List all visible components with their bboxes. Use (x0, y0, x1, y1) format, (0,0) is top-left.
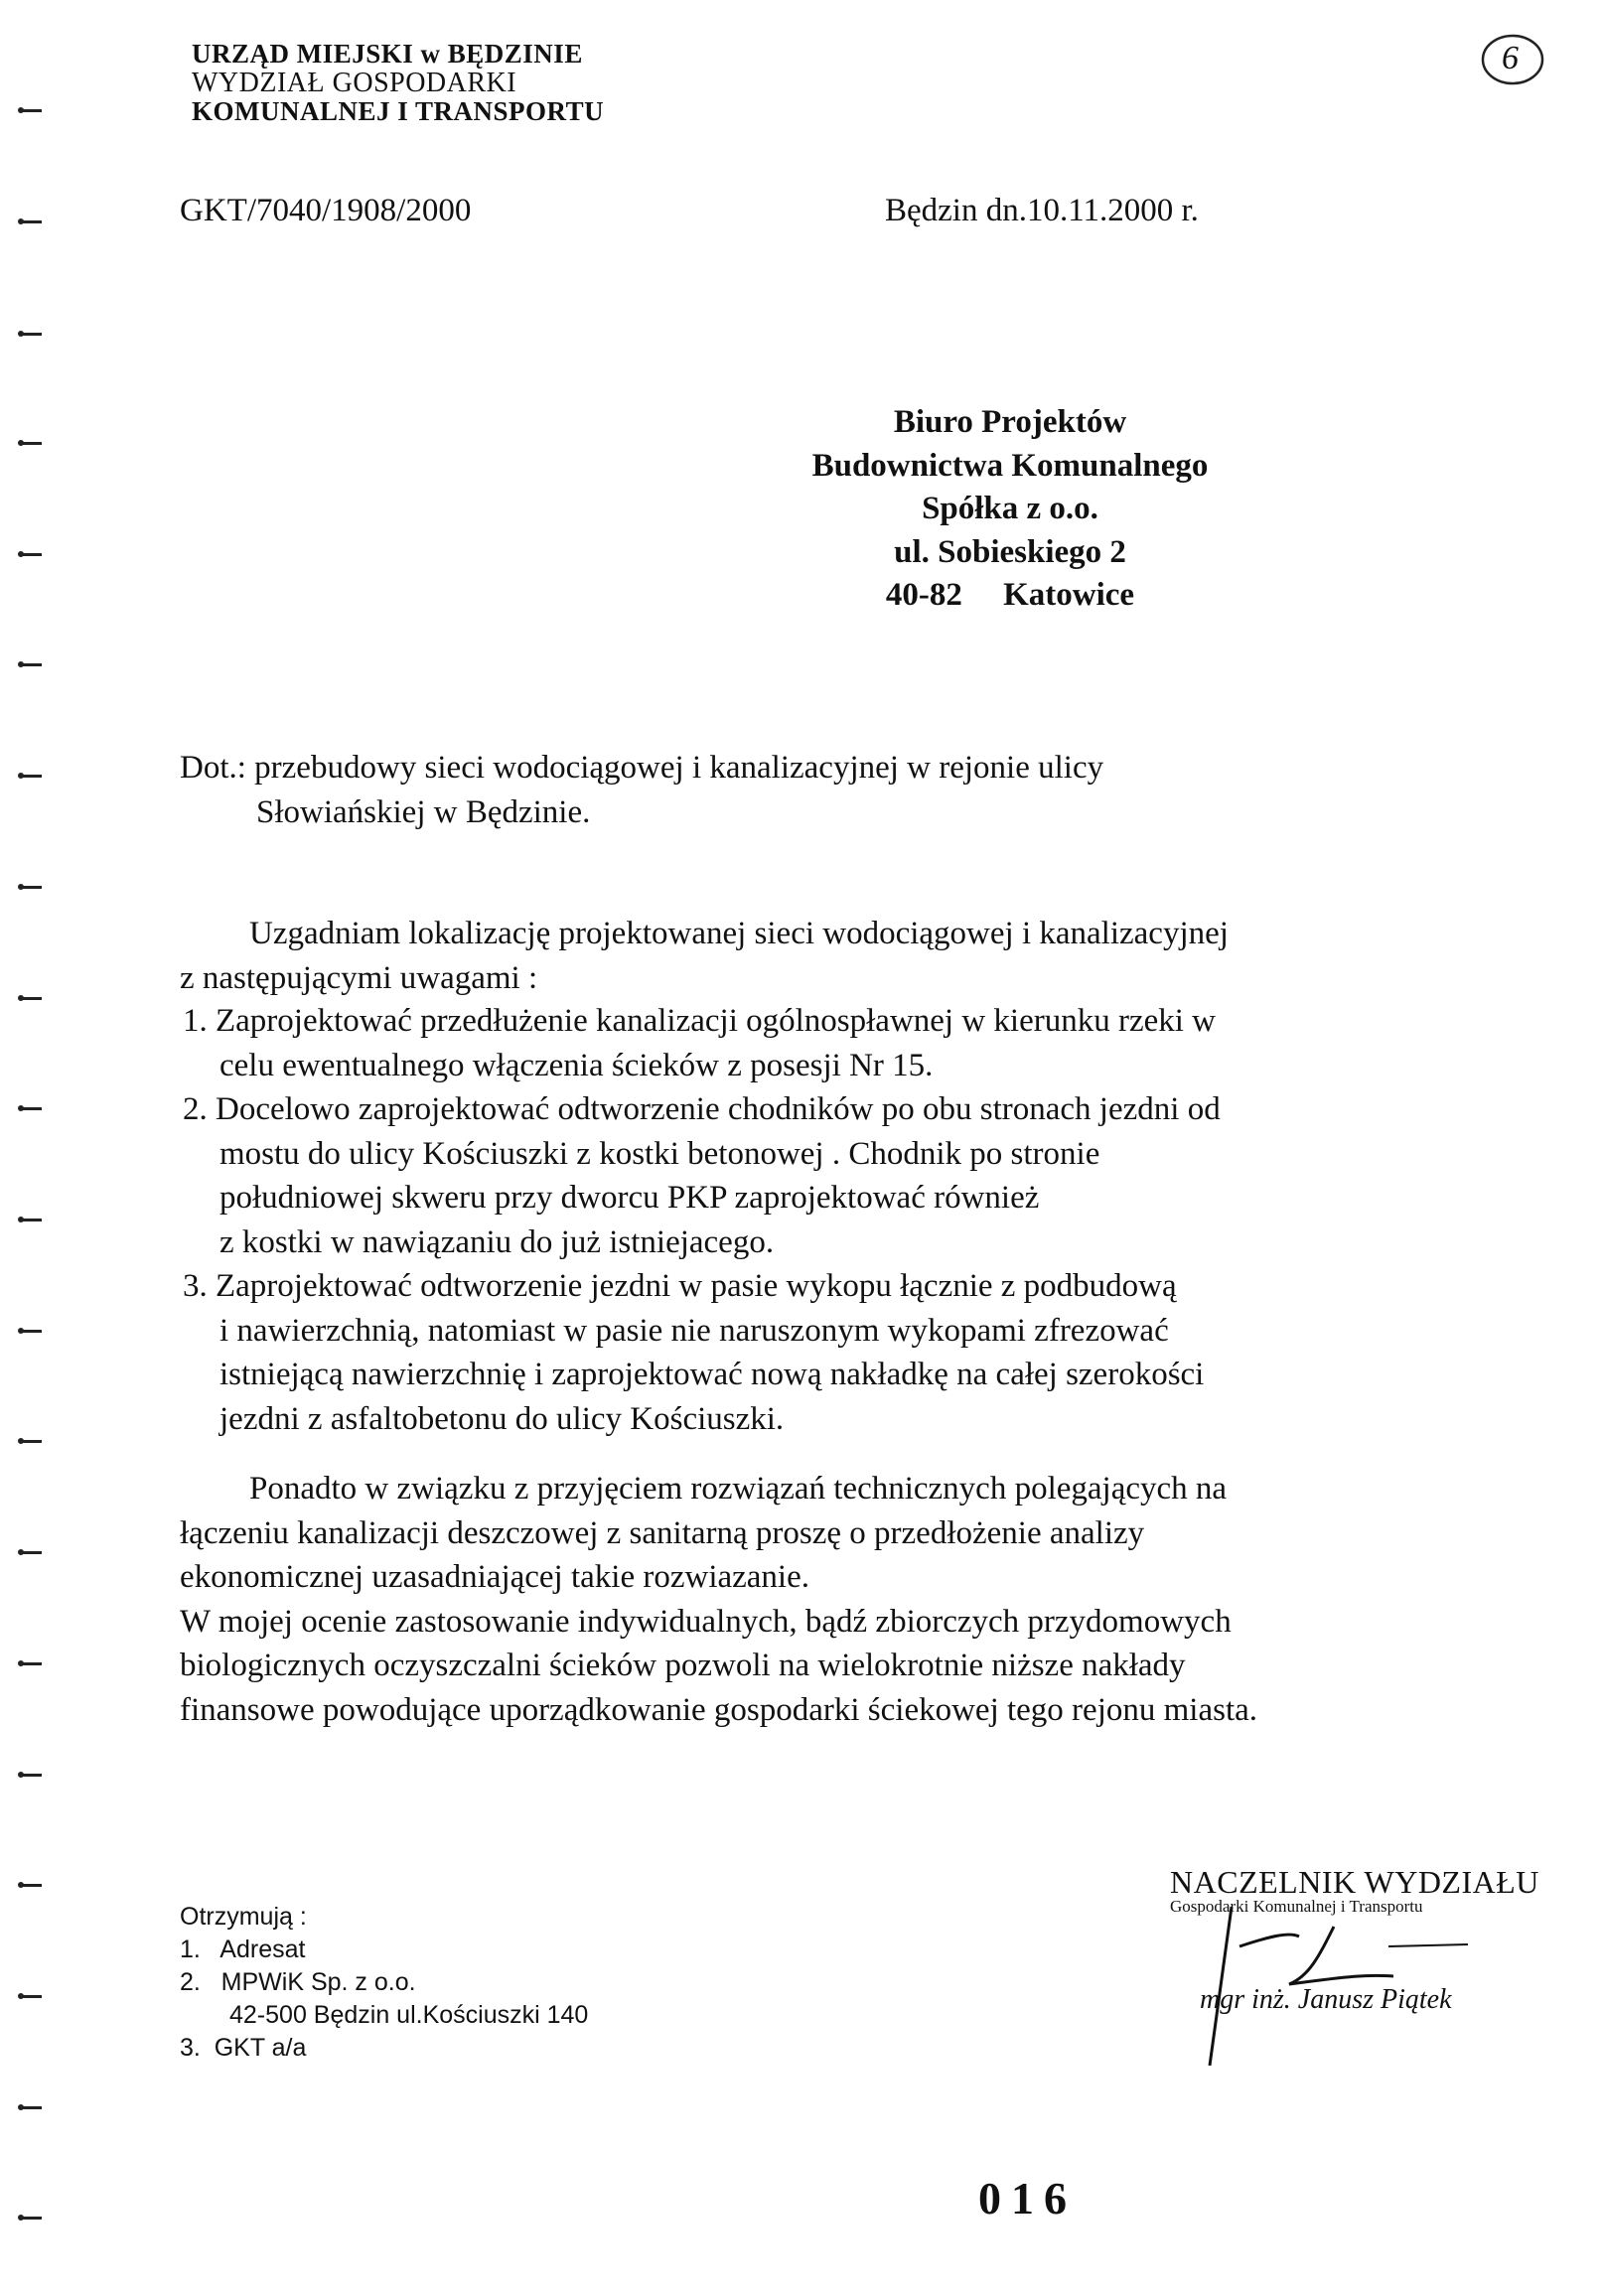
closing-paragraph: Ponadto w związku z przyjęciem rozwiązań technicznych polegających na łączeniu kanalizacji deszczowej z sanitarną proszę o przedłożenie analizy ekonomicznej uzasadniającej takie rozwiazanie. W mojej ocenie zastosowanie indywidualnych, bądź zbiorczych przydomowych biologicznych oczyszczalni ścieków pozwoli na wielokrotnie niższe nakłady finansowe powodujące uporządkowanie gospodarki ściekowej tego rejonu miasta. (180, 1471, 1258, 1728)
addressee-line: ul. Sobieskiego 2 (894, 533, 1126, 570)
reference-number: GKT/7040/1908/2000 (180, 193, 472, 228)
subject (180, 746, 1103, 834)
recipients (180, 1901, 588, 2065)
recipients-heading: Otrzymują : (180, 1903, 307, 1931)
addressee-line: 40-82 Katowice (885, 577, 1135, 613)
office-name: URZĄD MIEJSKI w BĘDZINIE (192, 39, 583, 69)
letterhead (192, 40, 604, 126)
addressee-block (782, 401, 1238, 618)
addressee-line: Spółka z o.o. (922, 491, 1098, 526)
signature-stamp (1170, 1864, 1539, 2036)
handwritten-signature-icon (1170, 1864, 1539, 2066)
list-item: 2. Docelowo zaprojektować odtworzenie chodników po obu stronach jezdni od mostu do ulicy Kościuszki z kostki betonowej . Chodnik po stronie południowej skweru przy dworcu PKP zaprojektować również z kostki w nawiązaniu do już istniejacego. (183, 1091, 1221, 1260)
subject-line: Dot.: przebudowy sieci wodociągowej i kanalizacyjnej w rejonie ulicy (180, 750, 1104, 786)
recipient-item: 42-500 Będzin ul.Kościuszki 140 (229, 2001, 589, 2029)
signature-department: Gospodarki Komunalnej i Transportu (1170, 1897, 1423, 1916)
list-item: 3. Zaprojektować odtworzenie jezdni w pasie wykopu łącznie z podbudową i nawierzchnią, natomiast w pasie nie naruszonym wykopami zfrezować istniejącą nawierzchnię i zaprojektować nową nakładkę na całej szerokości jezdni z asfaltobetonu do ulicy Kościuszki. (183, 1268, 1205, 1437)
signature-title: NACZELNIK WYDZIAŁU (1170, 1864, 1539, 1900)
remarks-list (183, 999, 1221, 1441)
department-name-2: KOMUNALNEJ I TRANSPORTU (192, 96, 605, 126)
subject-line: Słowiańskiej w Będzinie. (256, 793, 591, 830)
addressee-line: Biuro Projektów (893, 404, 1127, 440)
signature-name: mgr inż. Janusz Piątek (1200, 1984, 1452, 2015)
recipient-item: 2. MPWiK Sp. z o.o. (180, 1968, 416, 1996)
intro-line: Uzgadniam lokalizację projektowanej sieci wodociągowej i kanalizacyjnej (249, 916, 1229, 951)
list-item: 1. Zaprojektować przedłużenie kanalizacji ogólnospławnej w kierunku rzeki w celu ewentualnego włączenia ścieków z posesji Nr 15. (183, 1003, 1217, 1083)
intro-line: z następującymi uwagami : (180, 959, 538, 996)
page-number: 016 (978, 2173, 1077, 2224)
intro-paragraph (180, 912, 1229, 1000)
page-mark: 6 (1502, 40, 1519, 76)
place-date: Będzin dn.10.11.2000 r. (885, 193, 1199, 228)
recipient-item: 3. GKT a/a (180, 2034, 307, 2062)
recipient-item: 1. Adresat (180, 1936, 306, 1963)
addressee-line: Budownictwa Komunalnego (811, 447, 1209, 484)
department-name: WYDZIAŁ GOSPODARKI (192, 68, 517, 98)
page-mark-circle (1478, 30, 1547, 89)
